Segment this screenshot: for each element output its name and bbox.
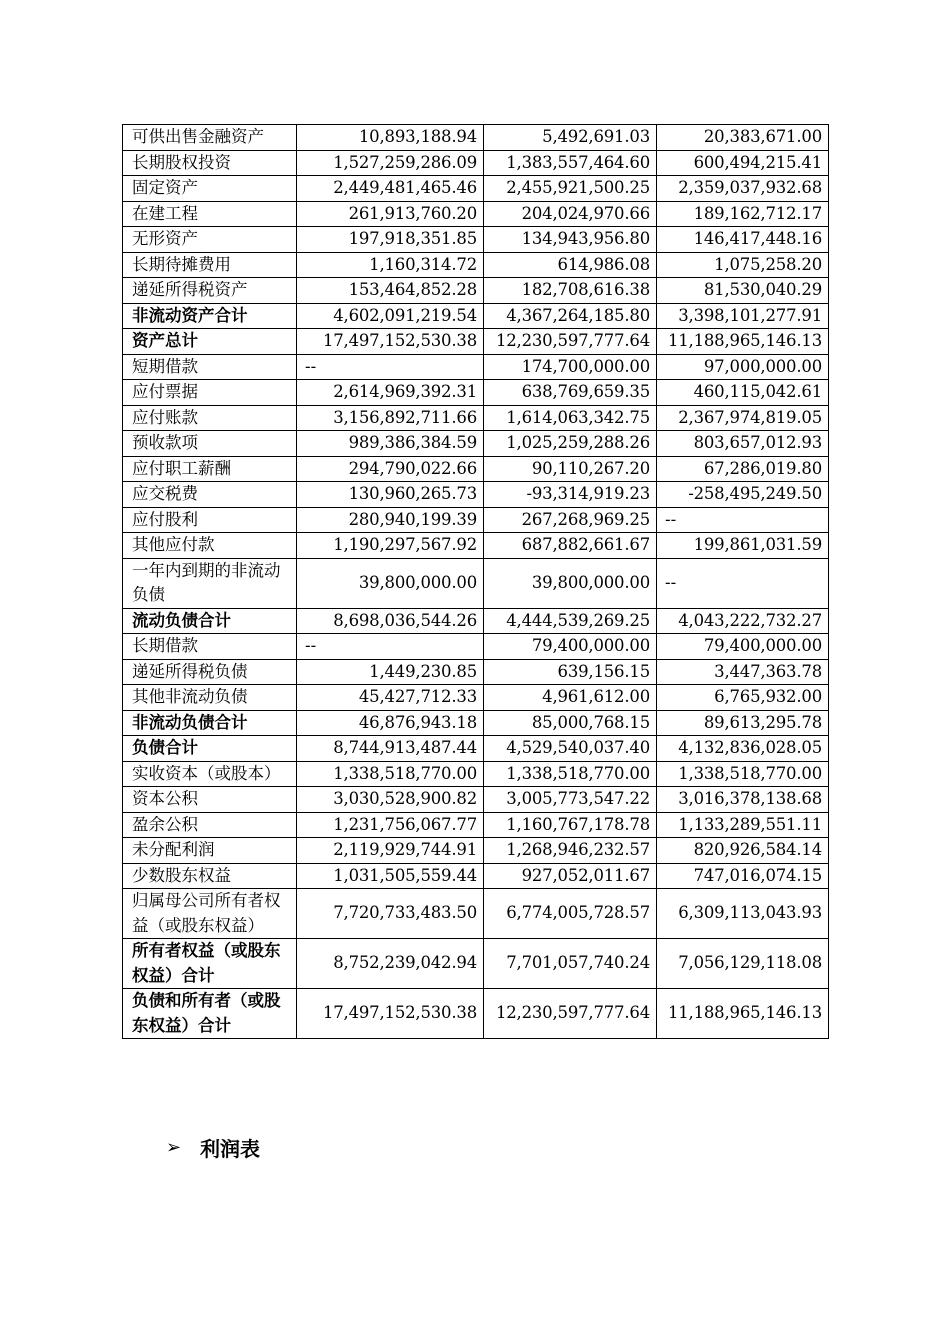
value-cell: 7,056,129,118.08 [657, 939, 829, 989]
table-row [123, 710, 829, 736]
value-cell: 204,024,970.66 [484, 201, 657, 227]
value-cell: 39,800,000.00 [297, 558, 484, 608]
row-label: 盈余公积 [123, 812, 297, 838]
table-row [123, 329, 829, 355]
row-label: 在建工程 [123, 201, 297, 227]
value-cell: 46,876,943.18 [297, 710, 484, 736]
table-row [123, 278, 829, 304]
value-cell: 460,115,042.61 [657, 380, 829, 406]
value-cell: 2,119,929,744.91 [297, 838, 484, 864]
value-cell: 3,016,378,138.68 [657, 787, 829, 813]
value-cell: 10,893,188.94 [297, 125, 484, 151]
row-label: 应付职工薪酬 [123, 456, 297, 482]
value-cell: 4,529,540,037.40 [484, 736, 657, 762]
value-cell: 600,494,215.41 [657, 150, 829, 176]
value-cell: 85,000,768.15 [484, 710, 657, 736]
value-cell: 81,530,040.29 [657, 278, 829, 304]
table-row [123, 303, 829, 329]
value-cell: 153,464,852.28 [297, 278, 484, 304]
row-label: 资产总计 [123, 329, 297, 355]
value-cell: 146,417,448.16 [657, 227, 829, 253]
row-label: 应交税费 [123, 482, 297, 508]
row-label: 流动负债合计 [123, 608, 297, 634]
value-cell: 4,961,612.00 [484, 685, 657, 711]
value-cell: 638,769,659.35 [484, 380, 657, 406]
table-row [123, 736, 829, 762]
row-label: 递延所得税负债 [123, 659, 297, 685]
value-cell: 17,497,152,530.38 [297, 329, 484, 355]
row-label: 其他应付款 [123, 533, 297, 559]
value-cell: 3,030,528,900.82 [297, 787, 484, 813]
value-cell: 11,188,965,146.13 [657, 989, 829, 1039]
value-cell: 20,383,671.00 [657, 125, 829, 151]
row-label: 应付股利 [123, 507, 297, 533]
row-label: 长期借款 [123, 634, 297, 660]
value-cell: 3,005,773,547.22 [484, 787, 657, 813]
value-cell: 7,720,733,483.50 [297, 889, 484, 939]
row-label: 负债和所有者（或股东权益）合计 [123, 989, 297, 1039]
value-cell: 189,162,712.17 [657, 201, 829, 227]
value-cell: 6,765,932.00 [657, 685, 829, 711]
row-label: 短期借款 [123, 354, 297, 380]
value-cell: 267,268,969.25 [484, 507, 657, 533]
value-cell: 3,156,892,711.66 [297, 405, 484, 431]
value-cell: 1,075,258.20 [657, 252, 829, 278]
row-label: 长期待摊费用 [123, 252, 297, 278]
value-cell: 6,309,113,043.93 [657, 889, 829, 939]
row-label: 应付票据 [123, 380, 297, 406]
value-cell: 687,882,661.67 [484, 533, 657, 559]
value-cell: 45,427,712.33 [297, 685, 484, 711]
table-row [123, 125, 829, 151]
value-cell: 1,160,767,178.78 [484, 812, 657, 838]
table-row [123, 608, 829, 634]
value-cell: 2,449,481,465.46 [297, 176, 484, 202]
table-row [123, 252, 829, 278]
value-cell: 134,943,956.80 [484, 227, 657, 253]
table-row [123, 939, 829, 989]
value-cell: 3,447,363.78 [657, 659, 829, 685]
value-cell: 4,444,539,269.25 [484, 608, 657, 634]
value-cell: 280,940,199.39 [297, 507, 484, 533]
value-cell: 1,268,946,232.57 [484, 838, 657, 864]
value-cell: 1,527,259,286.09 [297, 150, 484, 176]
value-cell: 12,230,597,777.64 [484, 329, 657, 355]
balance-sheet-body [123, 125, 829, 1039]
value-cell: 11,188,965,146.13 [657, 329, 829, 355]
value-cell: 989,386,384.59 [297, 431, 484, 457]
value-cell: 1,231,756,067.77 [297, 812, 484, 838]
value-cell: 79,400,000.00 [484, 634, 657, 660]
table-row [123, 889, 829, 939]
value-cell: -258,495,249.50 [657, 482, 829, 508]
section-heading-text: 利润表 [200, 1137, 260, 1161]
value-cell: 97,000,000.00 [657, 354, 829, 380]
table-row [123, 863, 829, 889]
value-cell: 4,043,222,732.27 [657, 608, 829, 634]
value-cell: 39,800,000.00 [484, 558, 657, 608]
value-cell: 1,160,314.72 [297, 252, 484, 278]
value-cell: 8,744,913,487.44 [297, 736, 484, 762]
value-cell: 197,918,351.85 [297, 227, 484, 253]
value-cell: 67,286,019.80 [657, 456, 829, 482]
table-row [123, 354, 829, 380]
table-row [123, 227, 829, 253]
value-cell: 2,614,969,392.31 [297, 380, 484, 406]
value-cell: 7,701,057,740.24 [484, 939, 657, 989]
value-cell: 89,613,295.78 [657, 710, 829, 736]
value-cell: 4,367,264,185.80 [484, 303, 657, 329]
table-row [123, 150, 829, 176]
row-label: 实收资本（或股本） [123, 761, 297, 787]
value-cell: 747,016,074.15 [657, 863, 829, 889]
table-row [123, 989, 829, 1039]
table-row [123, 685, 829, 711]
row-label: 少数股东权益 [123, 863, 297, 889]
table-row [123, 405, 829, 431]
value-cell: 1,449,230.85 [297, 659, 484, 685]
row-label: 递延所得税资产 [123, 278, 297, 304]
table-row [123, 761, 829, 787]
row-label: 归属母公司所有者权益（或股东权益） [123, 889, 297, 939]
row-label: 未分配利润 [123, 838, 297, 864]
row-label: 无形资产 [123, 227, 297, 253]
row-label: 非流动负债合计 [123, 710, 297, 736]
value-cell: 182,708,616.38 [484, 278, 657, 304]
value-cell: 614,986.08 [484, 252, 657, 278]
value-cell: 294,790,022.66 [297, 456, 484, 482]
table-row [123, 380, 829, 406]
arrowhead-bullet-icon: ➢ [166, 1137, 182, 1158]
value-cell: 1,031,505,559.44 [297, 863, 484, 889]
row-label: 负债合计 [123, 736, 297, 762]
table-row [123, 634, 829, 660]
table-row [123, 533, 829, 559]
value-cell: 820,926,584.14 [657, 838, 829, 864]
value-cell: 130,960,265.73 [297, 482, 484, 508]
value-cell: 8,698,036,544.26 [297, 608, 484, 634]
value-cell: 261,913,760.20 [297, 201, 484, 227]
row-label: 长期股权投资 [123, 150, 297, 176]
row-label: 其他非流动负债 [123, 685, 297, 711]
value-cell: 1,190,297,567.92 [297, 533, 484, 559]
value-cell: 12,230,597,777.64 [484, 989, 657, 1039]
value-cell: 6,774,005,728.57 [484, 889, 657, 939]
row-label: 一年内到期的非流动负债 [123, 558, 297, 608]
table-row [123, 456, 829, 482]
row-label: 应付账款 [123, 405, 297, 431]
value-cell: 1,383,557,464.60 [484, 150, 657, 176]
value-cell: 3,398,101,277.91 [657, 303, 829, 329]
value-cell: 5,492,691.03 [484, 125, 657, 151]
value-cell: 1,338,518,770.00 [297, 761, 484, 787]
value-cell: -- [657, 558, 829, 608]
value-cell: 8,752,239,042.94 [297, 939, 484, 989]
value-cell: 1,133,289,551.11 [657, 812, 829, 838]
row-label: 可供出售金融资产 [123, 125, 297, 151]
value-cell: -- [297, 354, 484, 380]
table-row [123, 659, 829, 685]
table-row [123, 558, 829, 608]
value-cell: 639,156.15 [484, 659, 657, 685]
value-cell: 174,700,000.00 [484, 354, 657, 380]
value-cell: 1,338,518,770.00 [484, 761, 657, 787]
row-label: 非流动资产合计 [123, 303, 297, 329]
value-cell: -- [297, 634, 484, 660]
row-label: 固定资产 [123, 176, 297, 202]
row-label: 所有者权益（或股东权益）合计 [123, 939, 297, 989]
table-row [123, 787, 829, 813]
table-row [123, 431, 829, 457]
table-row [123, 838, 829, 864]
value-cell: 199,861,031.59 [657, 533, 829, 559]
value-cell: 1,338,518,770.00 [657, 761, 829, 787]
value-cell: 90,110,267.20 [484, 456, 657, 482]
value-cell: -93,314,919.23 [484, 482, 657, 508]
balance-sheet-table [122, 124, 829, 1039]
table-row [123, 176, 829, 202]
value-cell: -- [657, 507, 829, 533]
row-label: 预收款项 [123, 431, 297, 457]
table-row [123, 507, 829, 533]
value-cell: 2,359,037,932.68 [657, 176, 829, 202]
value-cell: 1,614,063,342.75 [484, 405, 657, 431]
table-row [123, 201, 829, 227]
value-cell: 2,455,921,500.25 [484, 176, 657, 202]
value-cell: 4,602,091,219.54 [297, 303, 484, 329]
value-cell: 927,052,011.67 [484, 863, 657, 889]
section-heading [166, 1133, 260, 1162]
value-cell: 803,657,012.93 [657, 431, 829, 457]
value-cell: 17,497,152,530.38 [297, 989, 484, 1039]
value-cell: 4,132,836,028.05 [657, 736, 829, 762]
table-row [123, 482, 829, 508]
value-cell: 2,367,974,819.05 [657, 405, 829, 431]
value-cell: 79,400,000.00 [657, 634, 829, 660]
value-cell: 1,025,259,288.26 [484, 431, 657, 457]
table-row [123, 812, 829, 838]
row-label: 资本公积 [123, 787, 297, 813]
